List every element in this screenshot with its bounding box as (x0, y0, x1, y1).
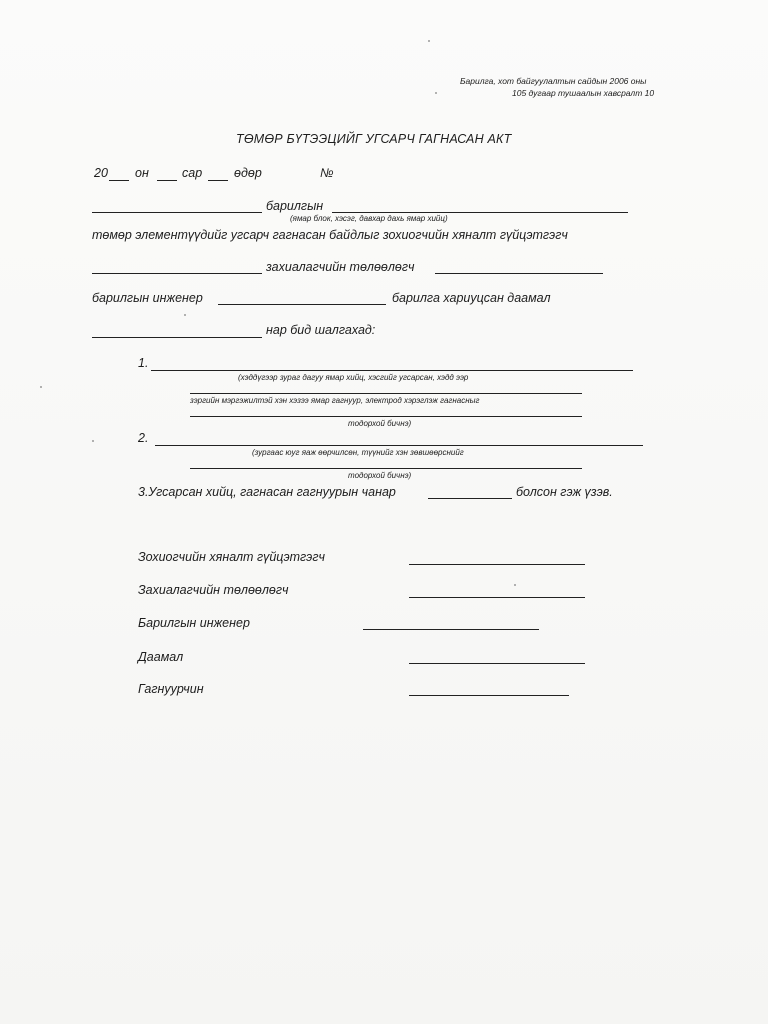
item1-blank3[interactable] (190, 416, 582, 417)
item3-text-suffix: болсон гэж үзэв. (516, 485, 613, 499)
item2-hint2: тодорхой бичнэ) (348, 471, 412, 480)
header-note-line2: 105 дугаар тушаалын хавсралт 10 (512, 88, 655, 98)
inspect-phrase: нар бид шалгахад: (266, 323, 376, 337)
scan-speck (40, 386, 42, 388)
signature-label-engineer: Барилгын инженер (138, 616, 250, 630)
signature-line-author[interactable] (409, 564, 585, 565)
date-month-label: сар (182, 166, 203, 180)
date-year-blank[interactable] (109, 180, 129, 181)
signature-line-engineer[interactable] (363, 629, 539, 630)
building-hint: (ямар блок, хэсэг, давхар дахь ямар хийц) (290, 214, 448, 223)
signature-label-welder: Гагнуурчин (138, 682, 204, 696)
intro-sentence: төмөр элементүүдийг угсарч гагнасан байдлыг зохиогчийн хяналт гүйцэтгэгч (92, 228, 568, 242)
item3-quality-blank[interactable] (428, 498, 512, 499)
building-blank-right[interactable] (332, 212, 628, 213)
document-title: ТӨМӨР БҮТЭЭЦИЙГ УГСАРЧ ГАГНАСАН АКТ (236, 132, 512, 146)
scan-speck (514, 584, 516, 586)
engineer-blank[interactable] (218, 304, 386, 305)
engineer-label: барилгын инженер (92, 291, 203, 305)
client-rep-blank[interactable] (435, 273, 603, 274)
signature-label-client: Захиалагчийн төлөөлөгч (138, 583, 289, 597)
signature-line-client[interactable] (409, 597, 585, 598)
item2-blank2[interactable] (190, 468, 582, 469)
item1-blank[interactable] (151, 370, 633, 371)
signature-line-foreman[interactable] (409, 663, 585, 664)
scan-speck (428, 40, 430, 42)
foreman-label: барилга хариуцсан даамал (392, 291, 551, 305)
scan-speck (435, 92, 437, 94)
building-blank-left[interactable] (92, 212, 262, 213)
item1-hint2: зэргийн мэргэжилтэй хэн хэзээ ямар гагнуур, электрод хэрэглэж гагнасныг (190, 396, 480, 405)
item2-number: 2. (138, 431, 149, 445)
signature-line-welder[interactable] (409, 695, 569, 696)
others-blank[interactable] (92, 337, 262, 338)
date-day-blank[interactable] (208, 180, 228, 181)
item2-hint1: (зургаас юуг яаж өөрчилсөн, түүнийг хэн зөвшөөрснийг (252, 448, 464, 457)
item2-blank[interactable] (155, 445, 643, 446)
item1-number: 1. (138, 356, 149, 370)
item1-hint3: тодорхой бичнэ) (348, 419, 412, 428)
building-label: барилгын (266, 199, 324, 213)
signature-label-author: Зохиогчийн хяналт гүйцэтгэгч (138, 550, 325, 564)
scan-speck (92, 440, 94, 442)
author-supervisor-blank[interactable] (92, 273, 262, 274)
act-number-sign: № (320, 166, 334, 180)
date-month-blank[interactable] (157, 180, 177, 181)
header-note-line1: Барилга, хот байгуулалтын сайдын 2006 оны (460, 76, 647, 86)
item3-text-prefix: 3.Угсарсан хийц, гагнасан гагнуурын чанар (138, 485, 396, 499)
item1-hint1: (хэддүгээр зураг дагуу ямар хийц, хэсгийг угсарсан, хэдд ээр (238, 373, 469, 382)
scan-speck (184, 314, 186, 316)
date-year-label: он (135, 166, 149, 180)
signature-label-foreman: Даамал (138, 650, 184, 664)
date-day-label: өдөр (234, 166, 262, 180)
client-rep-label: захиалагчийн төлөөлөгч (266, 260, 415, 274)
date-year-prefix: 20 (94, 166, 108, 180)
item1-blank2[interactable] (190, 393, 582, 394)
